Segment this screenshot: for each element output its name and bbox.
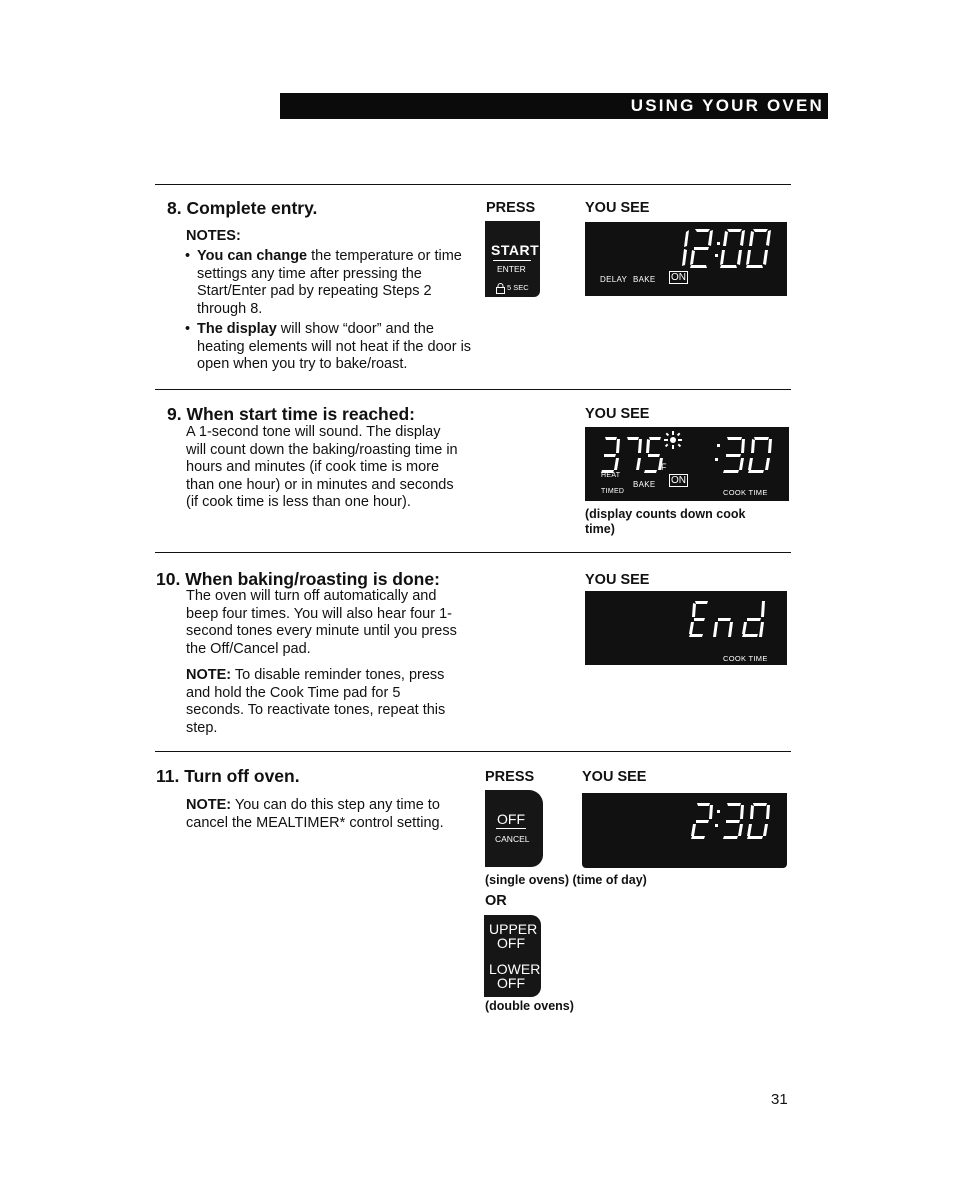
label-on: ON: [671, 272, 686, 283]
divider-step11: [155, 751, 791, 752]
display-digits-375-30: [599, 431, 779, 477]
label-on-9: ON: [671, 475, 686, 486]
step8-note2: • The display will show “door” and the heating elements will not heat if the door is open when you try to bake/roast.: [185, 321, 472, 372]
step8-press-label: PRESS: [486, 200, 536, 216]
label-cook-time-10: COOK TIME: [723, 654, 768, 663]
step9-body: A 1-second tone will sound. The display will count down the baking/roasting time in hours and minutes (if cook time is more than one hour) or in minutes and seconds (if cook time is less than one hour).: [186, 424, 458, 510]
enter-label: ENTER: [497, 264, 526, 274]
step11-heading: 11. Turn off oven.: [156, 766, 300, 786]
display-digits-2-30: [690, 797, 780, 841]
step8-you-see-label: YOU SEE: [585, 200, 650, 216]
step10-heading: 10. When baking/roasting is done:: [156, 569, 440, 589]
lower-off-pad[interactable]: [484, 957, 541, 997]
note1-bold: You can change: [197, 248, 308, 264]
upper-off-pad[interactable]: [484, 915, 541, 957]
caption-single-ovens: (single ovens) (time of day): [485, 873, 647, 887]
start-label: START: [491, 242, 540, 258]
label-bake-9: BAKE: [633, 480, 656, 489]
step10-body: The oven will turn off automatically and beep four times. You will also hear four 1-second tones every minute until you press the Off/Cancel pad.: [186, 588, 457, 657]
lock-icon: [496, 281, 505, 299]
divider-step9: [155, 389, 791, 390]
five-sec-label: 5 SEC: [507, 283, 529, 292]
step11-note-bold: NOTE:: [186, 797, 232, 813]
step11-note-text: You can do this step any time to cancel the MEALTIMER* control setting.: [186, 797, 444, 831]
step8-note1: • You can change the temperature or time settings any time after pressing the Start/Enter pad by repeating Steps 2 through 8.: [185, 248, 462, 317]
display-digits-end: [688, 595, 778, 639]
off-pad-divider: [496, 828, 526, 829]
display-12-00: [585, 222, 787, 296]
pad-divider: [493, 260, 531, 261]
label-degree-f: F: [661, 462, 667, 472]
step10-note: [186, 667, 456, 737]
step10-you-see-label: YOU SEE: [585, 572, 650, 588]
upper-off-label: OFF: [497, 935, 525, 951]
step11-note: [186, 797, 448, 832]
label-cook-time-9: COOK TIME: [723, 488, 768, 497]
note1-text: the temperature or time settings any time after pressing the Start/Enter pad by repeating Steps 2 through 8.: [197, 248, 462, 317]
step11-press-label: PRESS: [485, 769, 535, 785]
lower-label: LOWER: [489, 961, 541, 977]
or-label: OR: [485, 893, 507, 909]
step10-note-bold: NOTE:: [186, 667, 232, 683]
display-digits-12-00: [680, 228, 780, 268]
step8-heading: 8. Complete entry.: [167, 198, 318, 218]
caption-double-ovens: (double ovens): [485, 999, 574, 1013]
display-2-30: [582, 793, 787, 868]
step8-notes-label: NOTES:: [186, 228, 241, 244]
upper-label: UPPER: [489, 921, 538, 937]
lower-off-label: OFF: [497, 975, 525, 991]
label-timed: TIMED: [601, 488, 625, 495]
note2-bold: The display: [197, 321, 277, 337]
step9-you-see-label: YOU SEE: [585, 406, 650, 422]
label-heat: HEAT: [601, 472, 621, 479]
step10-note-text: To disable reminder tones, press and hold the Cook Time pad for 5 seconds. To reactivate tones, repeat this step.: [186, 667, 446, 736]
divider-step10: [155, 552, 791, 553]
cancel-label: CANCEL: [495, 834, 530, 844]
section-title: USING YOUR OVEN: [630, 96, 824, 115]
step9-caption: (display counts down cook time): [585, 507, 746, 536]
step9-heading: 9. When start time is reached:: [167, 404, 415, 424]
divider-step8: [155, 184, 791, 185]
label-delay: DELAY: [600, 275, 628, 284]
off-cancel-pad[interactable]: [485, 790, 543, 867]
label-bake: BAKE: [633, 275, 656, 284]
start-enter-pad[interactable]: [485, 221, 540, 297]
note2-text: will show “door” and the heating elements will not heat if the door is open when you try to bake/roast.: [197, 321, 472, 372]
off-label: OFF: [497, 811, 525, 827]
section-banner: [280, 93, 828, 119]
page-number: 31: [771, 1091, 788, 1108]
display-375-30: [585, 427, 789, 501]
display-end: [585, 591, 787, 665]
step11-you-see-label: YOU SEE: [582, 769, 647, 785]
